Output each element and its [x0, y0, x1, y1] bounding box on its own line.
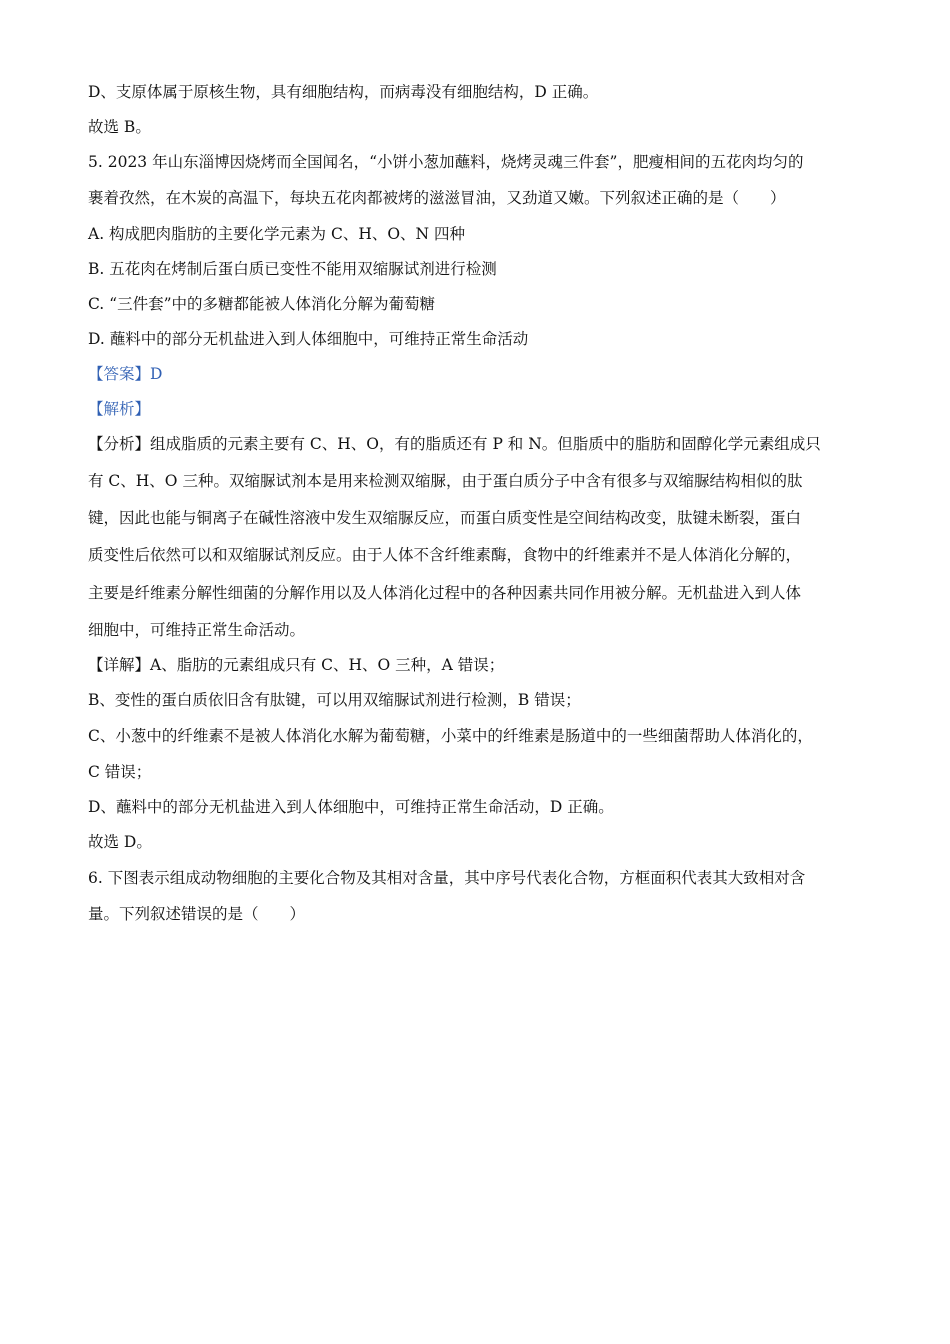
analysis-text: 质变性后依然可以和双缩脲试剂反应。由于人体不含纤维素酶，食物中的纤维素并不是人体消化分解的，: [88, 546, 802, 564]
analysis-text: 键，因此也能与铜离子在碱性溶液中发生双缩脲反应，而蛋白质变性是空间结构改变，肽键未断裂，蛋白: [88, 509, 802, 527]
option-b: B. 五花肉在烤制后蛋白质已变性不能用双缩脲试剂进行检测: [88, 260, 497, 278]
detail-text: 故选 D。: [88, 833, 152, 851]
analysis-text: 主要是纤维素分解性细菌的分解作用以及人体消化过程中的各种因素共同作用被分解。无机盐进入到人体: [88, 584, 802, 602]
text-line: 裹着孜然，在木炭的高温下，每块五花肉都被烤的滋滋冒油，又劲道又嫩。下列叙述正确的是（ ）: [88, 189, 786, 207]
detail-text: 【详解】A、脂肪的元素组成只有 C、H、O 三种，A 错误；: [88, 656, 505, 674]
text-line: 量。下列叙述错误的是（ ）: [88, 905, 306, 923]
detail-text: B、变性的蛋白质依旧含有肽键，可以用双缩脲试剂进行检测，B 错误；: [88, 691, 581, 709]
question-6-line: 6. 下图表示组成动物细胞的主要化合物及其相对含量，其中序号代表化合物，方框面积代表其大致相对含: [88, 869, 806, 887]
analysis-text: 【分析】组成脂质的元素主要有 C、H、O，有的脂质还有 P 和 N。但脂质中的脂肪和固醇化学元素组成只: [88, 435, 821, 453]
detail-text: C 错误；: [88, 763, 152, 781]
option-c: C. “三件套”中的多糖都能被人体消化分解为葡萄糖: [88, 295, 436, 313]
answer-label: 【答案】D: [88, 365, 163, 383]
analysis-text: 有 C、H、O 三种。双缩脲试剂本是用来检测双缩脲，由于蛋白质分子中含有很多与双缩脲结构相似的肽: [88, 472, 803, 490]
detail-text: D、蘸料中的部分无机盐进入到人体细胞中，可维持正常生命活动，D 正确。: [88, 798, 614, 816]
option-d: D. 蘸料中的部分无机盐进入到人体细胞中，可维持正常生命活动: [88, 330, 529, 348]
analysis-label: 【解析】: [88, 400, 151, 418]
text-line: 故选 B。: [88, 118, 151, 136]
detail-text: C、小葱中的纤维素不是被人体消化水解为葡萄糖，小菜中的纤维素是肠道中的一些细菌帮助人体消化的，: [88, 727, 813, 745]
text-line: D、支原体属于原核生物，具有细胞结构，而病毒没有细胞结构，D 正确。: [88, 83, 599, 101]
analysis-text: 细胞中，可维持正常生命活动。: [88, 621, 306, 639]
question-5-line: 5. 2023 年山东淄博因烧烤而全国闻名，“小饼小葱加蘸料，烧烤灵魂三件套”，肥瘦相间的五花肉均匀的: [88, 153, 804, 171]
option-a: A. 构成肥肉脂肪的主要化学元素为 C、H、O、N 四种: [88, 225, 466, 243]
